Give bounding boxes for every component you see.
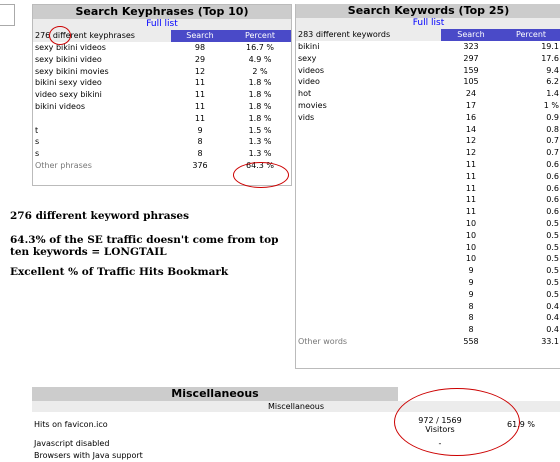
kw-row-search: 16 bbox=[465, 112, 477, 122]
kw-row-search: 10 bbox=[465, 242, 477, 252]
kp-row-phrase bbox=[33, 113, 171, 125]
kw-row-word: vids bbox=[298, 112, 315, 122]
keywords-full-list-link[interactable]: Full list bbox=[412, 18, 445, 28]
kw-row bbox=[296, 53, 560, 65]
kw-row-search: 11 bbox=[465, 195, 477, 205]
kw-row-percent: 0.4 bbox=[546, 313, 559, 323]
kw-row-search: 11 bbox=[465, 183, 477, 193]
kw-row bbox=[296, 65, 560, 77]
keywords-title: Search Keywords (Top 25) bbox=[296, 4, 560, 18]
misc-title: Miscellaneous bbox=[32, 387, 398, 401]
kp-row-percent: 1.8 % bbox=[248, 101, 272, 111]
keyphrases-title: Search Keyphrases (Top 10) bbox=[33, 5, 291, 19]
kw-row-word bbox=[296, 253, 441, 265]
kw-row-percent: 19.1 bbox=[541, 42, 559, 51]
kw-row-search: 323 bbox=[463, 42, 479, 51]
kp-row-search: 8 bbox=[197, 149, 203, 159]
kw-row bbox=[296, 289, 560, 301]
kw-row-search: 9 bbox=[468, 277, 474, 287]
kw-row bbox=[296, 147, 560, 159]
kp-row bbox=[33, 54, 291, 66]
kp-row-phrase: sexy bikini videos bbox=[35, 43, 106, 52]
kw-row-search: 159 bbox=[463, 65, 479, 75]
keyphrases-other-search: 376 bbox=[192, 160, 208, 170]
keyphrases-panel bbox=[32, 4, 292, 186]
kw-row bbox=[296, 230, 560, 242]
kp-row-phrase: sexy bikini video bbox=[35, 54, 102, 64]
kw-row bbox=[296, 206, 560, 218]
kp-row bbox=[33, 66, 291, 78]
kw-row bbox=[296, 218, 560, 230]
kw-row-search: 12 bbox=[465, 148, 477, 158]
kp-row-phrase: video sexy bikini bbox=[35, 90, 102, 100]
kp-row-search: 11 bbox=[194, 113, 206, 123]
kw-row-search: 8 bbox=[468, 313, 474, 323]
kw-row-percent: 0.8 bbox=[546, 124, 559, 134]
kp-row-percent: 1.8 % bbox=[248, 78, 272, 88]
kw-row-word: videos bbox=[298, 65, 325, 75]
kw-row-search: 10 bbox=[465, 218, 477, 228]
kp-row bbox=[33, 148, 291, 160]
kp-row-percent: 1.3 % bbox=[248, 149, 272, 159]
kw-row-percent: 0.7 bbox=[546, 148, 559, 158]
kw-row bbox=[296, 324, 560, 336]
keywords-other-percent: 33.1 bbox=[541, 336, 559, 346]
misc-favicon-unit: Visitors bbox=[425, 425, 455, 434]
kp-row-phrase: t bbox=[35, 125, 39, 135]
kw-row bbox=[296, 277, 560, 289]
kw-row-word bbox=[296, 206, 441, 218]
keywords-table bbox=[296, 29, 560, 348]
keywords-other-label: Other words bbox=[298, 336, 348, 346]
kw-row-search: 11 bbox=[465, 171, 477, 181]
keyphrases-count-number: 276 bbox=[35, 31, 51, 40]
kw-row-word: movies bbox=[298, 100, 327, 110]
kw-row-word bbox=[296, 324, 441, 336]
kw-row-word: bikini bbox=[298, 42, 320, 51]
kw-row bbox=[296, 265, 560, 277]
kw-row-percent: 1.4 bbox=[546, 89, 559, 99]
kw-row bbox=[296, 171, 560, 183]
keyphrases-other-label: Other phrases bbox=[35, 160, 92, 170]
kw-row-word bbox=[296, 183, 441, 195]
kp-row bbox=[33, 42, 291, 54]
kw-row-word: video bbox=[298, 77, 320, 87]
note-longtail: 64.3% of the SE traffic doesn't come from top ten keywords = LONGTAIL bbox=[10, 234, 279, 258]
kw-row bbox=[296, 76, 560, 88]
notes bbox=[10, 210, 290, 278]
kw-row-percent: 0.4 bbox=[546, 301, 559, 311]
kw-row-search: 12 bbox=[465, 136, 477, 146]
kp-row-search: 11 bbox=[194, 78, 206, 88]
kw-row-search: 8 bbox=[468, 325, 474, 335]
kw-row-word bbox=[296, 289, 441, 301]
kp-row-search: 98 bbox=[194, 43, 206, 52]
keyphrases-table bbox=[33, 30, 291, 172]
corner-box bbox=[0, 4, 15, 26]
kw-row-search: 11 bbox=[465, 159, 477, 169]
kp-row-phrase: s bbox=[35, 149, 40, 159]
kw-row-search: 105 bbox=[463, 77, 479, 87]
kw-row-percent: 0.4 bbox=[546, 325, 559, 335]
misc-row-percent bbox=[482, 450, 560, 462]
kw-row-word bbox=[296, 312, 441, 324]
kw-row bbox=[296, 194, 560, 206]
kp-row-percent: 1.3 % bbox=[248, 137, 272, 147]
kw-row-search: 14 bbox=[465, 124, 477, 134]
kw-row-percent: 1 % bbox=[543, 100, 559, 110]
kw-row-word bbox=[296, 277, 441, 289]
kw-row-word bbox=[296, 171, 441, 183]
col-search-header[interactable]: Search bbox=[171, 30, 229, 42]
kw-row-percent: 0.6 bbox=[546, 171, 559, 181]
keywords-other-search: 558 bbox=[463, 336, 479, 346]
keywords-count-cell: 283 different keywords bbox=[296, 29, 441, 41]
kw-row-search: 24 bbox=[465, 89, 477, 99]
kw-row-word bbox=[296, 135, 441, 147]
kw-row-percent: 0.5 bbox=[546, 230, 559, 240]
kw-row bbox=[296, 253, 560, 265]
kp-row-search: 29 bbox=[194, 54, 206, 64]
kp-row bbox=[33, 125, 291, 137]
kw-row-word: sexy bbox=[298, 53, 317, 63]
kw-row bbox=[296, 301, 560, 313]
kw-row-search: 10 bbox=[465, 230, 477, 240]
kw-row-percent: 6.2 bbox=[546, 77, 559, 87]
kp-row-phrase: s bbox=[35, 137, 40, 147]
kw-row-percent: 0.6 bbox=[546, 195, 559, 205]
kw-row bbox=[296, 112, 560, 124]
annotation-circle-favicon bbox=[394, 388, 520, 456]
kw-row-percent: 0.5 bbox=[546, 218, 559, 228]
kp-row bbox=[33, 101, 291, 113]
kw-row bbox=[296, 88, 560, 100]
kp-row-search: 11 bbox=[194, 90, 206, 100]
kw-row bbox=[296, 135, 560, 147]
kw-row-search: 9 bbox=[468, 289, 474, 299]
kp-row-search: 11 bbox=[194, 101, 206, 111]
kp-row-phrase: bikini sexy video bbox=[35, 78, 102, 88]
kw-row-search: 11 bbox=[465, 207, 477, 217]
kp-row-percent: 2 % bbox=[252, 66, 268, 76]
kp-row-search: 8 bbox=[197, 137, 203, 147]
kw-row-word bbox=[296, 218, 441, 230]
kp-row-percent: 16.7 % bbox=[246, 43, 274, 52]
keyphrases-full-list-link[interactable]: Full list bbox=[146, 19, 178, 29]
kw-row-percent: 0.6 bbox=[546, 159, 559, 169]
annotation-circle-count bbox=[49, 26, 71, 45]
misc-subheader: Miscellaneous bbox=[32, 401, 560, 412]
kp-row-percent: 1.5 % bbox=[248, 125, 272, 135]
kw-row-word bbox=[296, 147, 441, 159]
keywords-full-list-bar bbox=[296, 18, 560, 29]
kp-row bbox=[33, 77, 291, 89]
misc-row-percent: 61.9 % bbox=[507, 420, 535, 430]
kw-row-search: 9 bbox=[468, 266, 474, 276]
kw-row-percent: 0.5 bbox=[546, 242, 559, 252]
keywords-panel bbox=[295, 4, 560, 369]
kw-row bbox=[296, 312, 560, 324]
kw-col-percent-header[interactable]: Percent bbox=[501, 29, 560, 41]
misc-row-label: Javascript disabled bbox=[34, 439, 110, 448]
keyphrases-other-percent: 64.3 % bbox=[246, 160, 274, 170]
kw-row-percent: 0.5 bbox=[546, 277, 559, 287]
kw-row-percent: 0.5 bbox=[546, 266, 559, 276]
kw-row bbox=[296, 159, 560, 171]
kw-row-percent: 0.7 bbox=[546, 136, 559, 146]
kw-row bbox=[296, 124, 560, 136]
kp-row-percent: 1.8 % bbox=[248, 90, 272, 100]
kw-row-word bbox=[296, 124, 441, 136]
kp-row-phrase: bikini videos bbox=[35, 101, 86, 111]
kw-row-percent: 17.6 bbox=[541, 53, 559, 63]
kw-col-search-header[interactable]: Search bbox=[441, 29, 501, 41]
kw-row-word bbox=[296, 194, 441, 206]
kw-row-percent: 0.6 bbox=[546, 183, 559, 193]
kw-row-word bbox=[296, 242, 441, 254]
note-bookmark: Excellent % of Traffic Hits Bookmark bbox=[10, 266, 229, 278]
kw-row bbox=[296, 183, 560, 195]
keyphrases-full-list-bar bbox=[33, 19, 291, 30]
kw-row-percent: 0.6 bbox=[546, 207, 559, 217]
kw-row-percent: 0.5 bbox=[546, 254, 559, 264]
kp-row bbox=[33, 89, 291, 101]
kw-row-search: 8 bbox=[468, 301, 474, 311]
kp-row-phrase: sexy bikini movies bbox=[35, 66, 109, 76]
kw-row bbox=[296, 100, 560, 112]
misc-favicon-hits: 972 / 1569 bbox=[418, 416, 462, 425]
kp-row bbox=[33, 113, 291, 125]
kw-row bbox=[296, 242, 560, 254]
kw-row-word bbox=[296, 265, 441, 277]
misc-row-value: - bbox=[438, 439, 442, 448]
kw-row-search: 297 bbox=[463, 53, 479, 63]
kp-row-search: 9 bbox=[197, 125, 203, 135]
kw-row bbox=[296, 41, 560, 53]
kw-row-percent: 0.5 bbox=[546, 289, 559, 299]
col-percent-header[interactable]: Percent bbox=[229, 30, 291, 42]
note-phrase-count: 276 different keyword phrases bbox=[10, 210, 189, 222]
kw-row-word: hot bbox=[298, 89, 312, 99]
kp-row-search: 12 bbox=[194, 66, 206, 76]
kw-row-search: 17 bbox=[465, 100, 477, 110]
kw-row-search: 10 bbox=[465, 254, 477, 264]
kp-row-percent: 4.9 % bbox=[248, 54, 272, 64]
kw-row-word bbox=[296, 230, 441, 242]
misc-row-label: Browsers with Java support bbox=[34, 450, 143, 460]
misc-row-label: Hits on favicon.ico bbox=[34, 420, 108, 429]
kp-row bbox=[33, 136, 291, 148]
annotation-circle-other-percent bbox=[233, 162, 289, 188]
kw-row-percent: 0.9 bbox=[546, 112, 559, 122]
kw-row-word bbox=[296, 301, 441, 313]
kw-row-word bbox=[296, 159, 441, 171]
kp-row-percent: 1.8 % bbox=[248, 113, 272, 123]
kw-row-percent: 9.4 bbox=[546, 65, 559, 75]
keyphrases-count-text: different keyphrases bbox=[50, 31, 135, 40]
